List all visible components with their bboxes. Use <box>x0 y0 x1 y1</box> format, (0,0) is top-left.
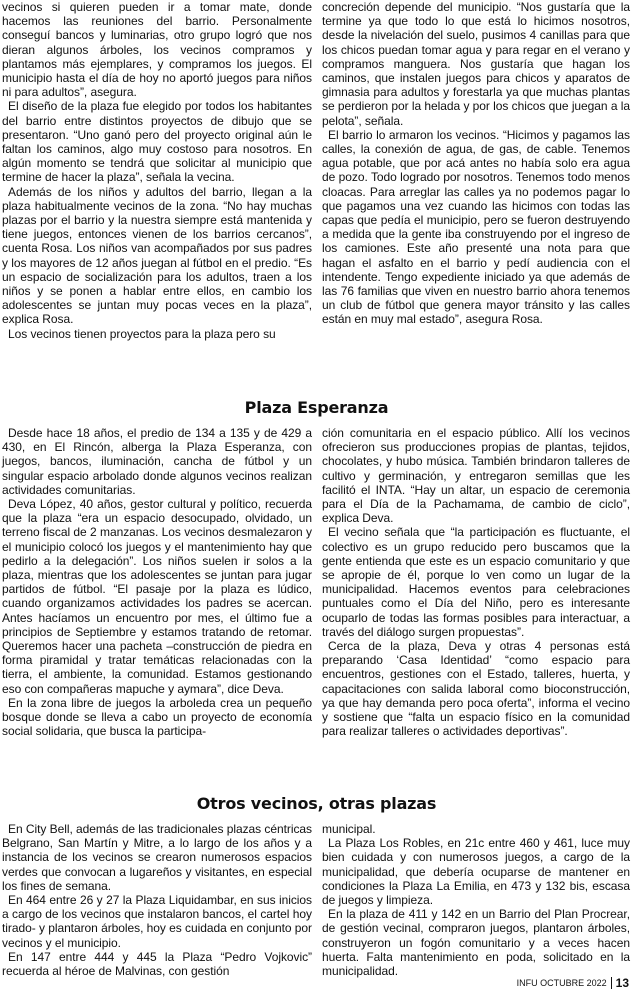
paragraph: En City Bell, además de las tradicionales plazas céntricas Belgrano, San Martín y Mitre, a lo largo de los años y a instancia de los vecinos se crearon numerosos espacios verdes que convocan a lugareños y visitantes, en especial los fines de semana. <box>2 822 312 893</box>
section-title-otras-plazas: Otros vecinos, otras plazas <box>196 794 437 813</box>
esperanza-left-column <box>2 426 312 738</box>
paragraph: El diseño de la plaza fue elegido por todos los habitantes del barrio entre distintos proyectos de dibujo que se presentaron. “Uno ganó pero del proyecto original aún le faltan los caminos, algo muy costoso para nosotros. En algún momento se tendrá que solicitar al municipio que termine de hacer la plaza”, señala la vecina. <box>2 99 312 185</box>
otras-right-column <box>322 822 630 978</box>
otras-left-column <box>2 822 312 978</box>
paragraph: ción comunitaria en el espacio público. Allí los vecinos ofrecieron sus producciones propias de plantas, tejidos, chocolates, y hubo música. También brindaron talleres de cultivo y germinación, y entregaron semillas que les facilitó el INTA. “Hay un altar, un espacio de ceremonia para el Día de la Pachamama, de cambio de ciclo”, explica Deva. <box>322 426 630 526</box>
paragraph: Cerca de la plaza, Deva y otras 4 personas está preparando ‘Casa Identidad’ “como espacio para encuentros, gestiones con el Estado, talleres, huerta, y capacitaciones con salida laboral como bioconstrucción, ya que hay demanda pero poca oferta”, informa el vecino y sostiene que “falta un espacio físico en la comunidad para realizar talleres o actividades deportivas”. <box>322 639 630 739</box>
esperanza-right-column <box>322 426 630 738</box>
paragraph: Además de los niños y adultos del barrio, llegan a la plaza habitualmente vecinos de la zona. “No hay muchas plazas por el barrio y la nuestra siempre está mantenida y tiene juegos, entonces vienen de los barrios cercanos”, cuenta Rosa. Los niños van acompañados por sus padres y los mayores de 12 años juegan al fútbol en el predio. “Es un espacio de socialización para los adultos, traen a los niños y se ponen a hablar entre ellos, en cambio los adolescentes se juntan muy pocas veces en la plaza”, explica Rosa. <box>2 184 312 327</box>
paragraph: En 464 entre 26 y 27 la Plaza Liquidambar, en sus inicios a cargo de los vecinos que instalaron bancos, el cartel hoy tirado- y plantaron árboles, hoy es cuidada en conjunto por vecinos y el municipio. <box>2 893 312 950</box>
paragraph: Los vecinos tienen proyectos para la plaza pero su <box>8 326 276 341</box>
footer-divider <box>611 977 612 989</box>
paragraph: Desde hace 18 años, el predio de 134 a 135 y de 429 a 430, en El Rincón, alberga la Plaza Esperanza, con juegos, bancos, iluminación, cancha de fútbol y un singular espacio arbolado donde algunos vecinos realizan actividades comunitarias. <box>2 426 312 497</box>
top-left-column <box>2 0 312 341</box>
footer-label: INFU OCTUBRE 2022 <box>516 978 607 988</box>
paragraph: concreción depende del municipio. “Nos gustaría que la termine ya que todo lo que está lo hicimos nosotros, desde la nivelación del suelo, pusimos 4 canillas para que los chicos puedan tomar agua y para regar en el verano y compramos manguera. Nos gustaría que hagan los caminos, que instalen juegos para chicos y aparatos de gimnasia para adultos y forestarla ya que muchas plantas se perdieron por la helada y por los chicos que juegan a la pelota”, señala. <box>322 0 630 128</box>
paragraph: La Plaza Los Robles, en 21c entre 460 y 461, luce muy bien cuidada y con numerosos juegos, a cargo de la municipalidad, que debería ocuparse de mantener en condiciones la Plaza La Emilia, en 473 y 132 bis, escasa de juegos y limpieza. <box>322 836 630 908</box>
section-title-plaza-esperanza: Plaza Esperanza <box>244 398 389 417</box>
page-footer <box>517 976 629 990</box>
paragraph: En la plaza de 411 y 142 en un Barrio del Plan Procrear, de gestión vecinal, compraron juegos, plantaron árboles, construyeron un fogón comunitario y a veces hacen huerta. Falta mantenimiento en poda, solicitado en la municipalidad. <box>322 907 630 979</box>
paragraph: municipal. <box>322 822 376 836</box>
paragraph: En la zona libre de juegos la arboleda crea un pequeño bosque donde se lleva a cabo un proyecto de economía social solidaria, que busca la participa- <box>2 695 312 739</box>
top-right-column <box>322 0 630 327</box>
paragraph: En 147 entre 444 y 445 la Plaza “Pedro Vojkovic” recuerda al héroe de Malvinas, con gestión <box>2 949 312 979</box>
paragraph: Deva López, 40 años, gestor cultural y político, recuerda que la plaza “era un espacio desocupado, olvidado, un terreno fiscal de 2 manzanas. Los vecinos desmalezaron y el municipio colocó los juegos y el mantenimiento hay que pedirlo a la delegación”. Los niños suelen ir solos a la plaza, mientras que los adolescentes se juntan para jugar partidos de fútbol. “El pasaje por la plaza es lúdico, cuando organizamos actividades los padres se acercan. Antes hacíamos un encuentro por mes, el último fue a principios de Septiembre y estamos tratando de retomar. Queremos hacer una pacheta –construcción de piedra en forma piramidal y tratar temáticas relacionadas con la tierra, el ambiente, la comunidad. Estamos gestionando eso con compañeras mapuche y aymara”, dice Deva. <box>2 497 312 696</box>
page-number: 13 <box>615 976 629 990</box>
paragraph: vecinos si quieren pueden ir a tomar mate, donde hacemos las reuniones del barrio. Personalmente conseguí bancos y luminarias, otro grupo logró que nos dieran algunos árboles, los vecinos compramos y plantamos más ejemplares, y compramos los juegos. El municipio hasta el día de hoy no aportó juegos para niños ni para adultos”, asegura. <box>2 0 312 100</box>
paragraph: El vecino señala que “la participación es fluctuante, el colectivo es un grupo reducido pero buscamos que la gente entienda que este es un espacio comunitario y que se apropie de él, porque lo ven como un lugar de la municipalidad. Hacemos eventos para celebraciones puntuales como el Día del Niño, pero es interesante ocuparlo de todas las formas posibles para interactuar, a través del diálogo surgen propuestas”. <box>322 525 630 639</box>
paragraph: El barrio lo armaron los vecinos. “Hicimos y pagamos las calles, la conexión de agua, de gas, de cable. Tenemos agua potable, que por acá antes no había solo era agua de pozo. Todo logrado por nosotros. Tenemos todo menos cloacas. Para arreglar las calles ya no podemos pagar lo que pagamos una vez cuando las hicimos con todas las capas que pedía el municipio, pero se fueron destruyendo a medida que la gente iba construyendo por el ingreso de los camiones. Este año presenté una nota para que hagan el asfalto en el barrio y pedí audiencia con el intendente. Tengo expediente iniciado ya que además de las 76 familias que viven en nuestro barrio ahora tenemos un club de fútbol que genera mayor tránsito y las calles están en muy mal estado”, asegura Rosa. <box>322 127 630 327</box>
